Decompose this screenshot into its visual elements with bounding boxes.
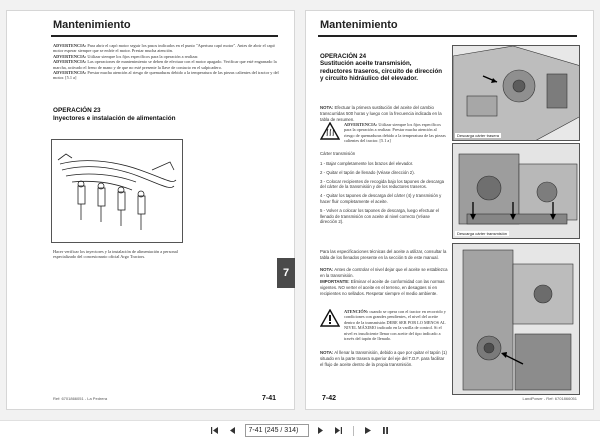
note-paragraph bbox=[320, 105, 446, 122]
play-icon bbox=[363, 426, 372, 435]
injector-line-drawing bbox=[52, 140, 182, 242]
warning-lead: ADVERTENCIA: bbox=[53, 70, 87, 76]
toolbar-separator bbox=[353, 426, 354, 436]
injectors-caption: Hacer verificar los inyectores y la instalación de alimentación a personal especializado del concesionario oficial Argo Tractors. bbox=[53, 249, 178, 260]
page-number-input[interactable] bbox=[249, 426, 305, 436]
pause-button[interactable] bbox=[380, 425, 392, 437]
transmission-drain-photo bbox=[452, 143, 580, 239]
operation-subtitle: Sustitución aceite transmisión, reductores traseros, circuito de dirección y circuito hidráulico del elevador. bbox=[320, 60, 443, 83]
procedure-step: 4 - Quitar los tapones de descarga del cárter (4) y transmisión y hacer fluir completamente el aceite. bbox=[320, 193, 442, 204]
fill-plug-photo bbox=[452, 243, 580, 395]
note-text: Al llenar la transmisión, debido a que por quitar el tapón (1) situado en la parte trasera superior del eje del T.O.F. para facilitar el flujo de aceite dentro de la propia transmisión. bbox=[320, 350, 447, 367]
last-page-button[interactable] bbox=[333, 425, 345, 437]
warning-lead: ADVERTENCIA: bbox=[53, 53, 87, 59]
note-lead: NOTA: bbox=[320, 105, 334, 110]
intro-warning bbox=[53, 70, 281, 81]
right-page bbox=[305, 10, 594, 410]
right-title-rule bbox=[318, 35, 577, 37]
warning-lead: ADVERTENCIA: bbox=[53, 43, 87, 48]
next-page-icon bbox=[316, 426, 325, 435]
warning-block bbox=[320, 309, 446, 341]
left-footer: Ref: 6701866051 - La Pedrera bbox=[53, 396, 108, 401]
procedure-step: 5 - Volver a colocar los tapones de descarga, luego efectuar el llenado de transmisión con aceite al nivel correcto (Véase dirección 2). bbox=[320, 207, 439, 225]
previous-page-button[interactable] bbox=[227, 425, 239, 437]
injectors-figure bbox=[51, 139, 183, 243]
warning-block bbox=[320, 122, 446, 144]
important-lead: IMPORTANTE: bbox=[320, 279, 350, 284]
left-page bbox=[6, 10, 295, 410]
note-lead: NOTA: bbox=[320, 350, 334, 355]
transmission-housing-drawing bbox=[453, 144, 580, 239]
note-text: Antes de controlar el nivel dejar que el aceite se establezca en la transmisión. bbox=[320, 267, 448, 278]
procedure-step: 1 - Bajar completamente los brazos del elevador. bbox=[320, 161, 414, 166]
warning-lead: ATENCIÓN: bbox=[344, 309, 369, 314]
important-paragraph bbox=[320, 279, 448, 296]
subheading-transmission: Cárter transmisión bbox=[320, 151, 356, 156]
left-title-rule bbox=[51, 35, 278, 37]
operation-title: OPERACIÓN 24 bbox=[320, 53, 367, 60]
warning-lead: ADVERTENCIA: bbox=[53, 59, 87, 65]
operation-24-heading bbox=[320, 53, 444, 83]
note-lead: NOTA: bbox=[320, 267, 334, 272]
warning-text: Las operaciones de mantenimiento se deben de efectuar con el motor apagado. Verificar que esté engranado la marcha, activado el freno de mano y de que no esté presente la llave de contacto en el salpicadero. bbox=[53, 59, 277, 70]
warning-text: Prestar mucha atención al riesgo de quemaduras debido a la temperatura de las piezas calientes del tractor y del motor. [5.1 a] bbox=[53, 70, 279, 81]
procedure-step: 3 - Colocar recipientes de recogida bajo los tapones de descarga del cárter de la transmisión y de los reductores traseros. bbox=[320, 178, 444, 190]
level-note-paragraph bbox=[320, 267, 448, 279]
important-text: Eliminar el aceite de conformidad con las normas vigentes. NO verter el aceite en el terreno, en desagües ni en recipientes no sellados. Respetar siempre el medio ambiente. bbox=[320, 279, 445, 296]
warning-text: cuando se opera con el tractor en recorrido y condiciones con grandes pendientes, el nivel del aceite dentro de la transmisión DEBE SER POR LO MENOS AL NIVEL MÁXIMO indicado en la varilla de control. Si el nivel es insuficiente llenar con aceite del tipo indicado a través del tapón de llenado. bbox=[344, 309, 446, 342]
warning-text: Utilizar siempre los ﬁjos específicos para la operación a realizar. bbox=[86, 53, 199, 59]
last-page-icon bbox=[334, 426, 343, 435]
left-page-number: 7-41 bbox=[261, 395, 276, 402]
procedure-steps bbox=[320, 161, 448, 228]
left-intro-warnings bbox=[53, 43, 281, 81]
attention-warning-icon bbox=[320, 309, 340, 327]
intro-warning bbox=[53, 59, 281, 70]
figure-caption: Descarga cárter trasera bbox=[457, 133, 500, 138]
note-text: Efectuar la primera sustitución del aceite del cambio transcurridas 500 horas y luego con la frecuencia indicada en la tabla de resumen. bbox=[320, 105, 442, 122]
rear-drain-photo bbox=[452, 45, 580, 141]
left-section-title: Mantenimiento bbox=[53, 19, 131, 31]
operation-23-heading bbox=[53, 107, 281, 123]
page-number-box bbox=[245, 424, 309, 437]
first-page-button[interactable] bbox=[209, 425, 221, 437]
operation-subtitle: Inyectores e instalación de alimentación bbox=[53, 115, 176, 122]
fill-note-paragraph bbox=[320, 350, 448, 367]
warning-text: Para abrir el capó motor seguir los pasos indicados en el punto "Apertura capó motor". Antes de abrir el capó motor esperar siempre que se enfríe el motor. Prestar mucha atención. bbox=[53, 43, 275, 54]
pause-icon bbox=[381, 426, 390, 435]
hot-surface-warning-icon bbox=[320, 122, 340, 140]
warning-text: Utilizar siempre los ﬁjos específicos para la operación a realizar. Prestar mucha atención al riesgo de quemaduras debido a la temperatura de las piezas calientes del tractor. [5.1 a] bbox=[344, 122, 446, 144]
next-page-button[interactable] bbox=[315, 425, 327, 437]
warning-text-block bbox=[344, 122, 446, 144]
rear-housing-drawing bbox=[453, 46, 580, 141]
chapter-tab: 7 bbox=[277, 258, 295, 288]
right-section-title: Mantenimiento bbox=[320, 19, 398, 31]
play-button[interactable] bbox=[362, 425, 374, 437]
fill-plug-drawing bbox=[453, 244, 580, 395]
warning-lead: ADVERTENCIA: bbox=[344, 122, 378, 127]
navigation-toolbar bbox=[0, 420, 600, 440]
right-page-number: 7-42 bbox=[322, 395, 337, 402]
previous-page-icon bbox=[228, 426, 237, 435]
intro-warning bbox=[53, 43, 281, 54]
oil-spec-paragraph: Para las especificaciones técnicas del aceite a utilizar, consultar la tabla de los llenados presente en la sección 5 de este manual. bbox=[320, 249, 447, 260]
procedure-step: 2 - Quitar el tapón de llenado (Véase dirección 2). bbox=[320, 169, 415, 175]
warning-text-block bbox=[344, 309, 446, 341]
first-page-icon bbox=[210, 426, 219, 435]
operation-title: OPERACIÓN 23 bbox=[53, 107, 101, 114]
figure-caption: Descarga cárter transmisión bbox=[457, 231, 508, 236]
right-footer: LandPower - Ref: 6701866051 bbox=[522, 396, 577, 401]
